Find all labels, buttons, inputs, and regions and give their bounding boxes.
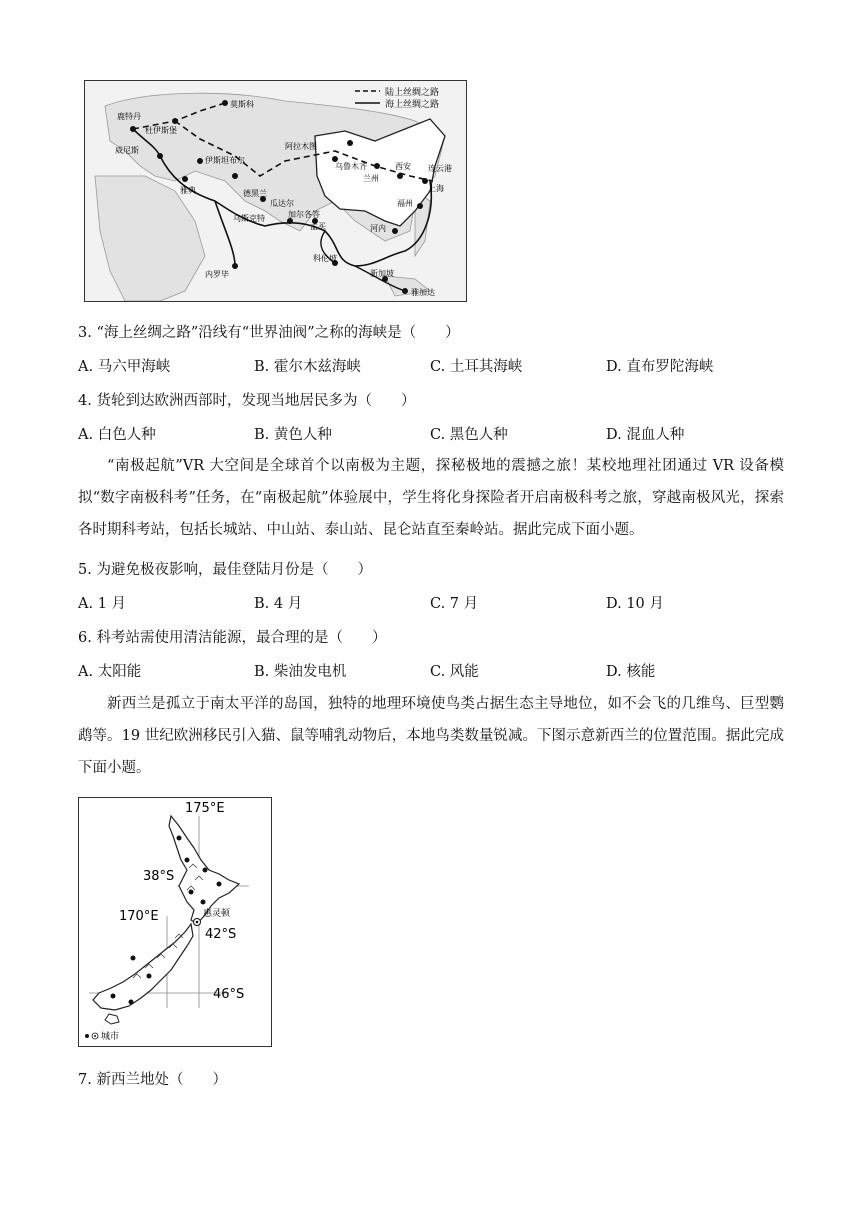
question-4-option-b[interactable]: B. 黄色人种: [254, 427, 332, 443]
question-6-option-b[interactable]: B. 柴油发电机: [254, 664, 347, 680]
question-3-option-c[interactable]: C. 土耳其海峡: [430, 359, 523, 375]
question-5-option-d[interactable]: D. 10 月: [606, 596, 664, 612]
question-3-option-a[interactable]: A. 马六甲海峡: [78, 359, 171, 375]
question-5-stem: 5. 为避免极夜影响，最佳登陆月份是（ ）: [78, 562, 372, 578]
question-6-option-d[interactable]: D. 核能: [606, 664, 656, 680]
map-label: 雅典: [180, 186, 196, 195]
map-label: 伊斯坦布尔: [205, 156, 245, 165]
question-3-stem: 3. “海上丝绸之路”沿线有“世界油阀”之称的海峡是（ ）: [78, 325, 460, 341]
question-5-option-a[interactable]: A. 1 月: [78, 596, 127, 612]
question-3-option-b[interactable]: B. 霍尔木兹海峡: [254, 359, 361, 375]
map-label: 连云港: [428, 164, 452, 173]
label-42s: 42°S: [205, 927, 237, 942]
legend-city-label: 城市: [101, 1032, 120, 1042]
map-label: 莫斯科: [230, 100, 254, 109]
silk-road-map-svg: [85, 81, 466, 301]
question-4-option-a[interactable]: A. 白色人种: [78, 427, 156, 443]
map-label: 杜伊斯堡: [145, 126, 177, 135]
new-zealand-map: [78, 797, 272, 1047]
map-label: 新加坡: [370, 269, 394, 278]
map-label: 阿拉木图: [285, 142, 317, 151]
label-46s: 46°S: [213, 987, 245, 1002]
map-label: 科伦坡: [313, 254, 337, 263]
map-label: 河内: [370, 224, 386, 233]
legend-land-label: 陆上丝绸之路: [385, 88, 440, 98]
question-3-option-d[interactable]: D. 直布罗陀海峡: [606, 359, 714, 375]
new-zealand-map-svg: [79, 798, 271, 1046]
question-4-option-c[interactable]: C. 黑色人种: [430, 427, 508, 443]
question-7-stem: 7. 新西兰地处（ ）: [78, 1072, 227, 1088]
question-6-option-c[interactable]: C. 风能: [430, 664, 479, 680]
map-label: 内罗毕: [205, 270, 229, 279]
map-label: 雅加达: [411, 288, 435, 297]
passage-new-zealand: 新西兰是孤立于南太平洋的岛国，独特的地理环境使鸟类占据生态主导地位，如不会飞的几维鸟、巨型鹦鹉等。19 世纪欧洲移民引入猫、鼠等哺乳动物后，本地鸟类数量锐减。下图示意新西兰的位置范围。据此完成下面小题。: [78, 696, 784, 776]
label-170e: 170°E: [119, 909, 159, 924]
map-label: 兰州: [363, 174, 379, 183]
map-label: 威尼斯: [115, 146, 139, 155]
question-5-option-c[interactable]: C. 7 月: [430, 596, 479, 612]
map-label: 乌斯克特: [233, 214, 265, 223]
question-4-option-d[interactable]: D. 混血人种: [606, 427, 685, 443]
label-175e: 175°E: [185, 801, 225, 816]
map-label: 孟买: [310, 222, 326, 231]
passage-antarctic: “南极起航”VR 大空间是全球首个以南极为主题，探秘极地的震撼之旅！某校地理社团通过 VR 设备模拟“数字南极科考”任务，在“南极起航”体验展中，学生将化身探险者开启南极科考之旅，穿越南极风光，探索各时期科考站，包括长城站、中山站、泰山站、昆仑站直至秦岭站。据此完成下面小题。: [78, 458, 784, 538]
map-label: 西安: [395, 162, 411, 171]
silk-road-map: [84, 80, 467, 302]
question-6-option-a[interactable]: A. 太阳能: [78, 664, 142, 680]
map-label: 上海: [428, 184, 444, 193]
question-6-stem: 6. 科考站需使用清洁能源，最合理的是（ ）: [78, 630, 387, 646]
map-label: 福州: [397, 199, 413, 208]
label-38s: 38°S: [143, 869, 175, 884]
map-label: 鹿特丹: [117, 112, 141, 121]
map-label: 乌鲁木齐: [335, 162, 367, 171]
map-label: 加尔各答: [288, 210, 320, 219]
map-label: 瓜达尔: [270, 199, 294, 208]
label-wellington: 惠灵顿: [203, 909, 231, 919]
question-4-stem: 4. 货轮到达欧洲西部时，发现当地居民多为（ ）: [78, 393, 416, 409]
question-5-option-b[interactable]: B. 4 月: [254, 596, 303, 612]
map-label: 德黑兰: [243, 189, 267, 198]
legend-sea-label: 海上丝绸之路: [385, 100, 440, 110]
